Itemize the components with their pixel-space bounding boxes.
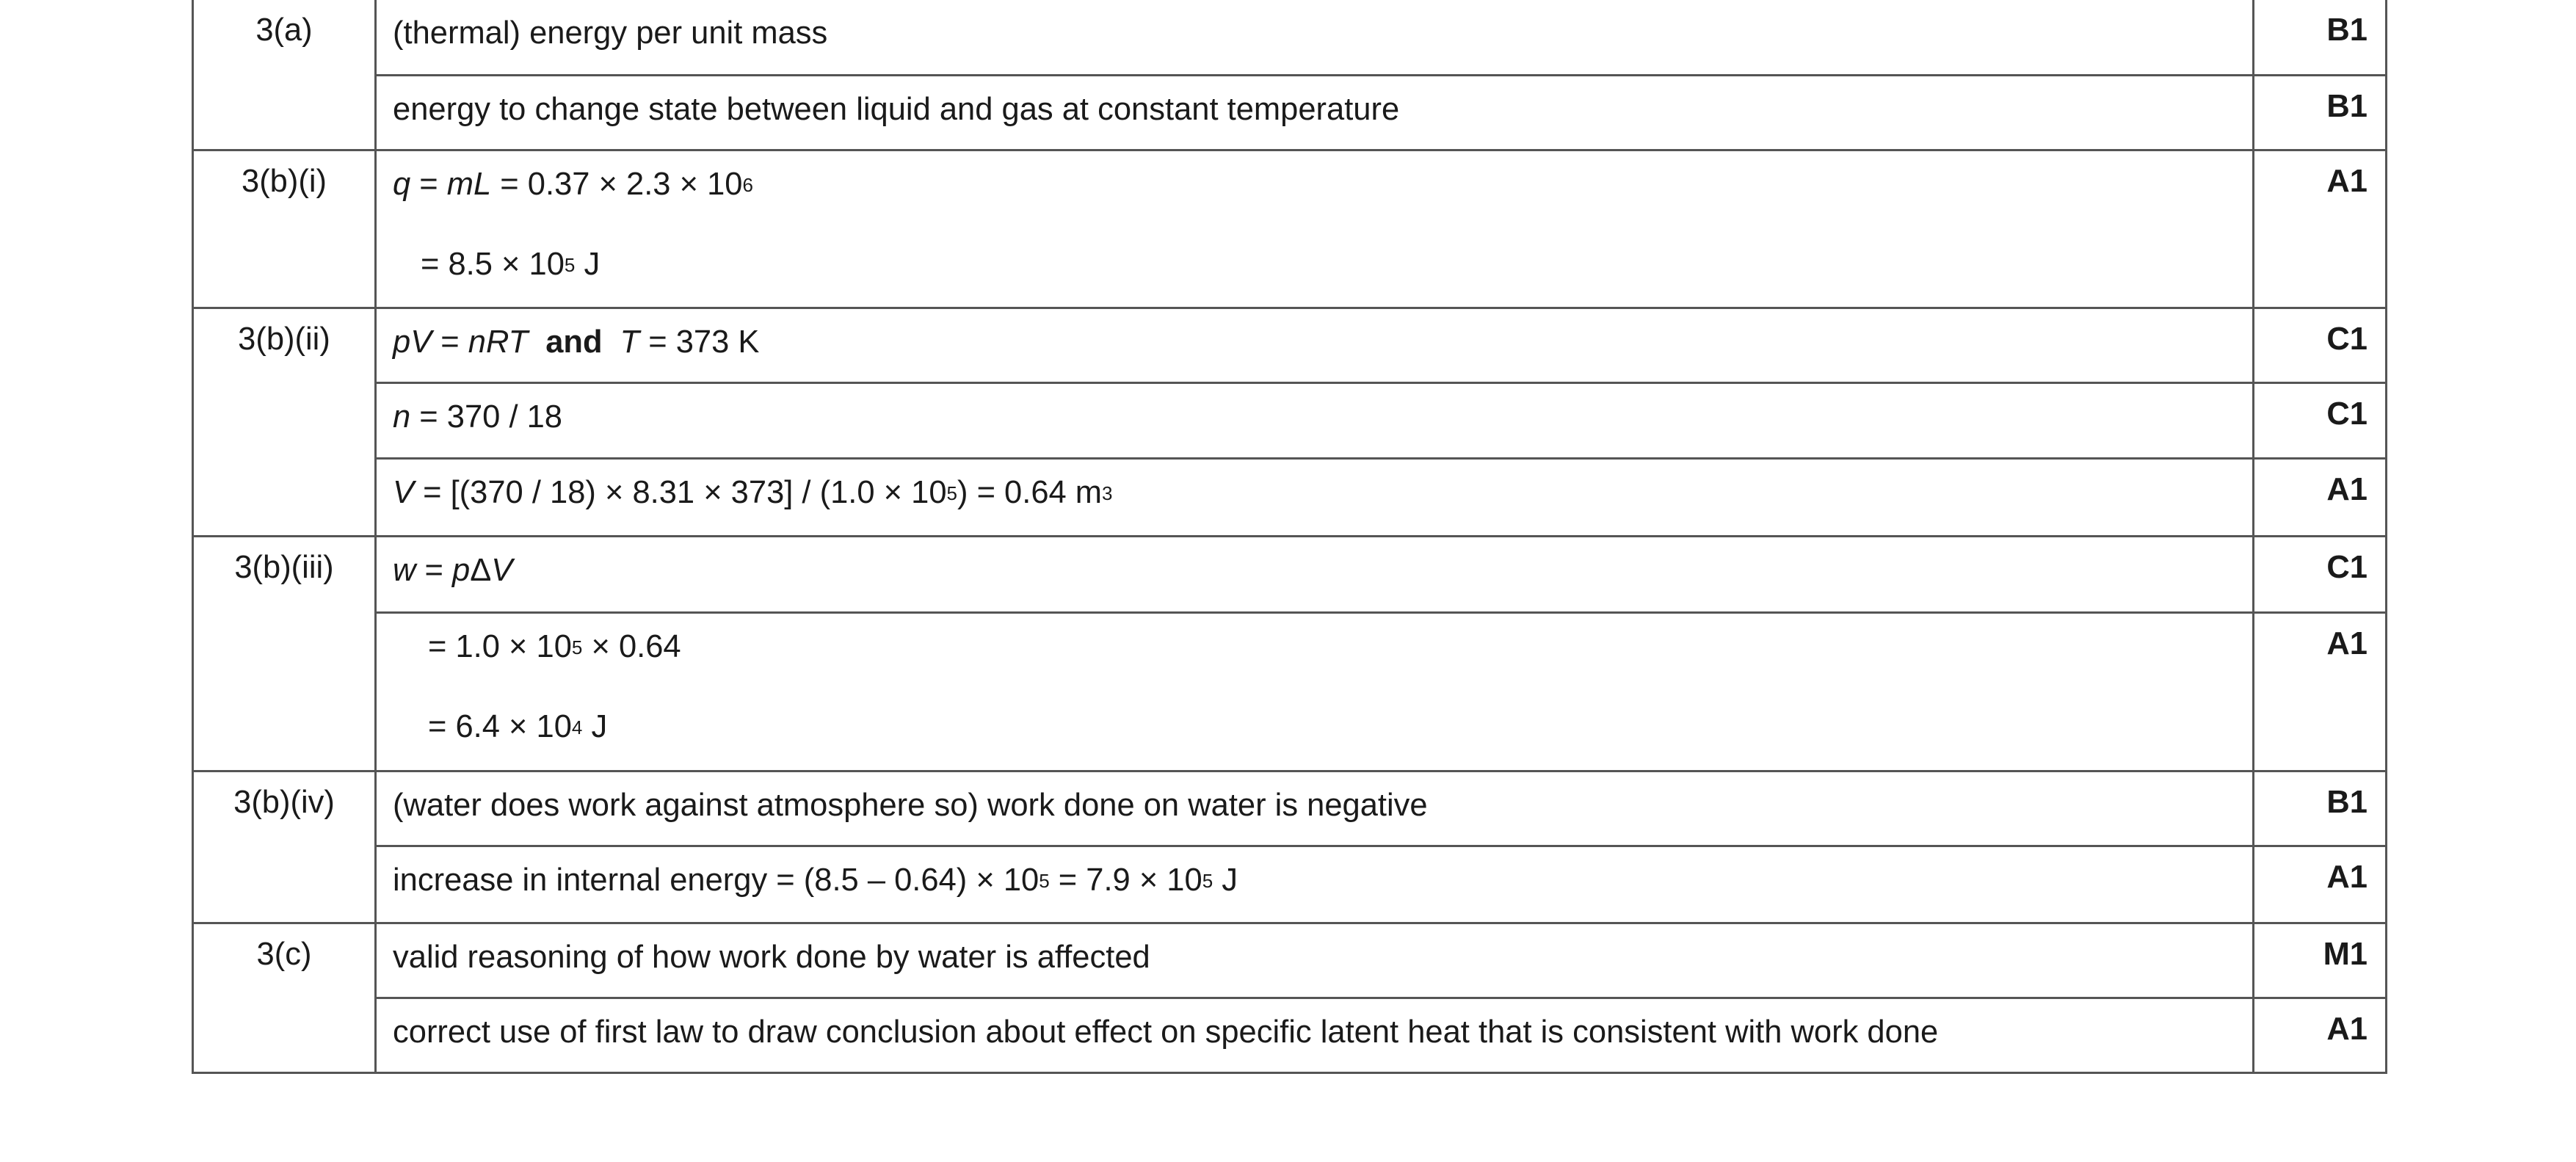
expression-text: increase in internal energy = (8.5 – 0.64) × 10 [393, 862, 1040, 898]
symbol-q: q [393, 166, 411, 202]
table-row [193, 536, 2387, 612]
mark-cell: M1 [2254, 923, 2387, 998]
symbol-n: n [393, 399, 411, 435]
answer-line: increase in internal energy = (8.5 – 0.64) × 10 5 = 7.9 × 10 5 J [393, 862, 1238, 898]
mark-cell: B1 [2254, 771, 2387, 846]
answer-cell [376, 458, 2254, 536]
expression-text: = 6.4 × 10 [428, 708, 572, 744]
mark-cell: C1 [2254, 536, 2387, 612]
table-row [193, 923, 2387, 998]
question-number: 3(c) [193, 923, 376, 1072]
symbol-p: p [452, 552, 471, 588]
symbol-pV: pV [393, 324, 432, 360]
table-row [193, 998, 2387, 1072]
answer-text: (water does work against atmosphere so) work done on water is negative [393, 787, 1428, 823]
table-row [193, 771, 2387, 846]
table-row [193, 150, 2387, 308]
expression-text: = [(370 / 18) × 8.31 × 373] / (1.0 × 10 [414, 474, 947, 510]
table-row [193, 75, 2387, 150]
question-number: 3(b)(iv) [193, 771, 376, 923]
question-number: 3(b)(ii) [193, 308, 376, 536]
table-row [193, 846, 2387, 923]
mark-cell: B1 [2254, 75, 2387, 150]
mark-cell: A1 [2254, 150, 2387, 308]
answer-line: = 1.0 × 10 5 × 0.64 [428, 628, 681, 664]
answer-line [393, 325, 2236, 360]
answer-cell [376, 612, 2254, 771]
unit-text: J [582, 708, 608, 744]
table-row [193, 458, 2387, 536]
answer-line [393, 400, 2236, 435]
expression-text: × 0.64 [582, 628, 681, 664]
answer-text: (thermal) energy per unit mass [393, 15, 828, 51]
equals-text: = [432, 324, 468, 360]
expression-text: = 373 K [639, 324, 760, 360]
answer-cell [376, 382, 2254, 458]
equals-text: = [416, 552, 452, 588]
unit-text: J [575, 246, 601, 282]
question-number: 3(a) [193, 0, 376, 150]
mark-cell: C1 [2254, 308, 2387, 382]
and-keyword: and [545, 324, 603, 360]
symbol-V: V [491, 552, 513, 588]
expression-text: = 370 / 18 [410, 399, 562, 435]
symbol-V: V [393, 474, 415, 510]
answer-cell [376, 536, 2254, 612]
answer-text: energy to change state between liquid and gas at constant temperature [393, 91, 1400, 127]
mark-cell: C1 [2254, 382, 2387, 458]
mark-cell: A1 [2254, 846, 2387, 923]
answer-line: V = [(370 / 18) × 8.31 × 373] / (1.0 × 10 5 ) = 0.64 m 3 [393, 474, 1113, 510]
question-number: 3(b)(i) [193, 150, 376, 308]
mark-cell: A1 [2254, 458, 2387, 536]
answer-line: = 8.5 × 10 5 J [421, 246, 601, 282]
mark-scheme-table [192, 0, 2387, 1074]
symbol-w: w [393, 552, 416, 588]
mark-cell: A1 [2254, 998, 2387, 1072]
answer-cell [376, 75, 2254, 150]
symbol-mL: mL [446, 166, 492, 202]
table-row [193, 382, 2387, 458]
answer-cell [376, 998, 2254, 1072]
expression-text: = 7.9 × 10 [1049, 862, 1202, 898]
symbol-nRT: nRT [468, 324, 529, 360]
answer-cell [376, 923, 2254, 998]
answer-text: valid reasoning of how work done by water is affected [393, 939, 1150, 975]
symbol-T: T [620, 324, 640, 360]
expression-text: = 1.0 × 10 [428, 628, 572, 664]
answer-text: correct use of first law to draw conclusion about effect on specific latent heat that is consistent with work done [393, 1014, 1939, 1050]
table-row [193, 0, 2387, 75]
equals-text: = [410, 166, 447, 202]
expression-text: = 8.5 × 10 [421, 246, 565, 282]
delta-symbol: Δ [470, 552, 492, 588]
answer-line: q = mL = 0.37 × 2.3 × 10 6 [393, 166, 753, 202]
answer-cell [376, 771, 2254, 846]
answer-line [393, 553, 2236, 589]
unit-text: J [1213, 862, 1238, 898]
answer-cell [376, 308, 2254, 382]
expression-text: = 0.37 × 2.3 × 10 [491, 166, 743, 202]
answer-cell [376, 150, 2254, 308]
question-number: 3(b)(iii) [193, 536, 376, 771]
answer-cell [376, 0, 2254, 75]
table-row [193, 612, 2387, 771]
table-row [193, 308, 2387, 382]
answer-line: = 6.4 × 10 4 J [428, 708, 608, 744]
mark-cell: A1 [2254, 612, 2387, 771]
answer-cell [376, 846, 2254, 923]
expression-text: ) = 0.64 m [957, 474, 1103, 510]
mark-cell: B1 [2254, 0, 2387, 75]
